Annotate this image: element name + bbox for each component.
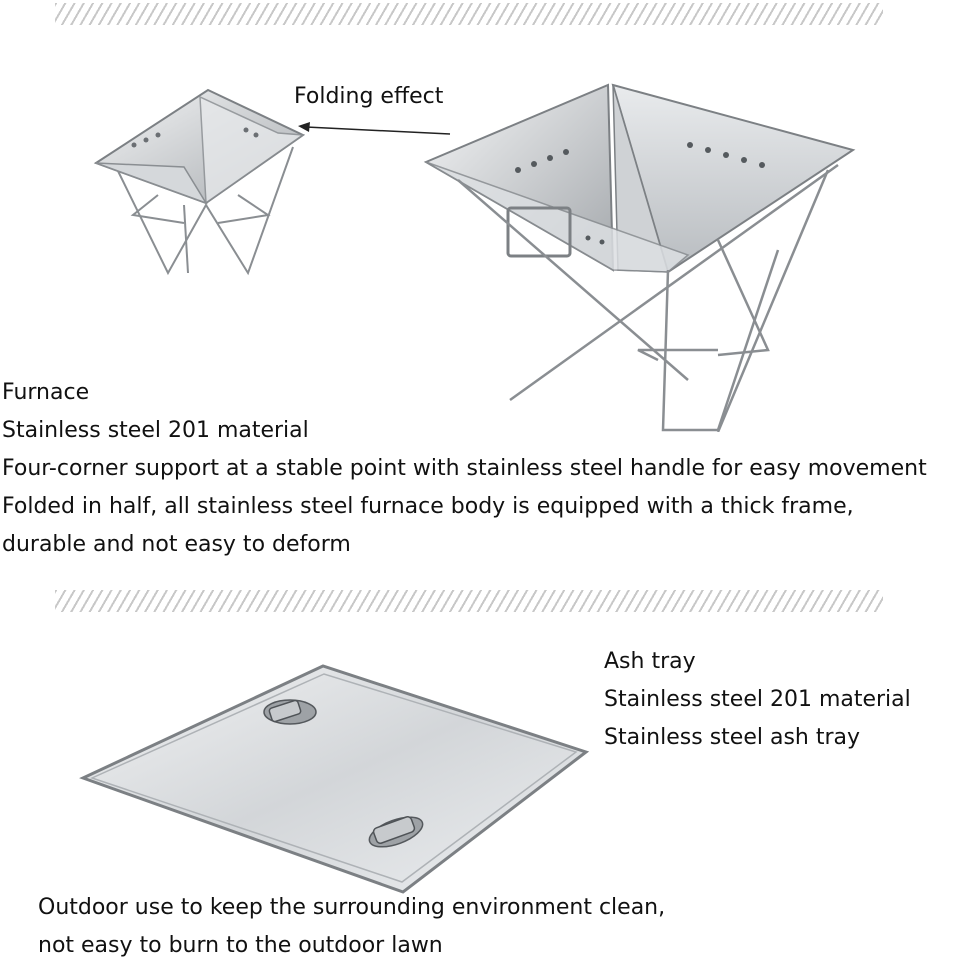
middle-hatched-divider <box>55 590 883 612</box>
ash-tray-material: Stainless steel 201 material <box>604 687 911 712</box>
folded-furnace-image <box>88 85 318 280</box>
outdoor-note-line-2: not easy to burn to the outdoor lawn <box>38 933 443 958</box>
furnace-fold-feature: Folded in half, all stainless steel furnace body is equipped with a thick frame, <box>2 494 854 519</box>
furnace-title: Furnace <box>2 380 90 405</box>
open-furnace-image <box>418 80 858 432</box>
ash-tray-title: Ash tray <box>604 649 696 674</box>
top-hatched-divider <box>55 3 883 25</box>
furnace-support-feature: Four-corner support at a stable point with stainless steel handle for easy movement <box>2 456 927 481</box>
furnace-durability: durable and not easy to deform <box>2 532 351 557</box>
furnace-material: Stainless steel 201 material <box>2 418 309 443</box>
folding-effect-label: Folding effect <box>294 84 444 109</box>
ash-tray-image <box>78 660 590 896</box>
ash-tray-type: Stainless steel ash tray <box>604 725 861 750</box>
outdoor-note-line-1: Outdoor use to keep the surrounding environment clean, <box>38 895 666 920</box>
latch-icon <box>264 700 316 724</box>
